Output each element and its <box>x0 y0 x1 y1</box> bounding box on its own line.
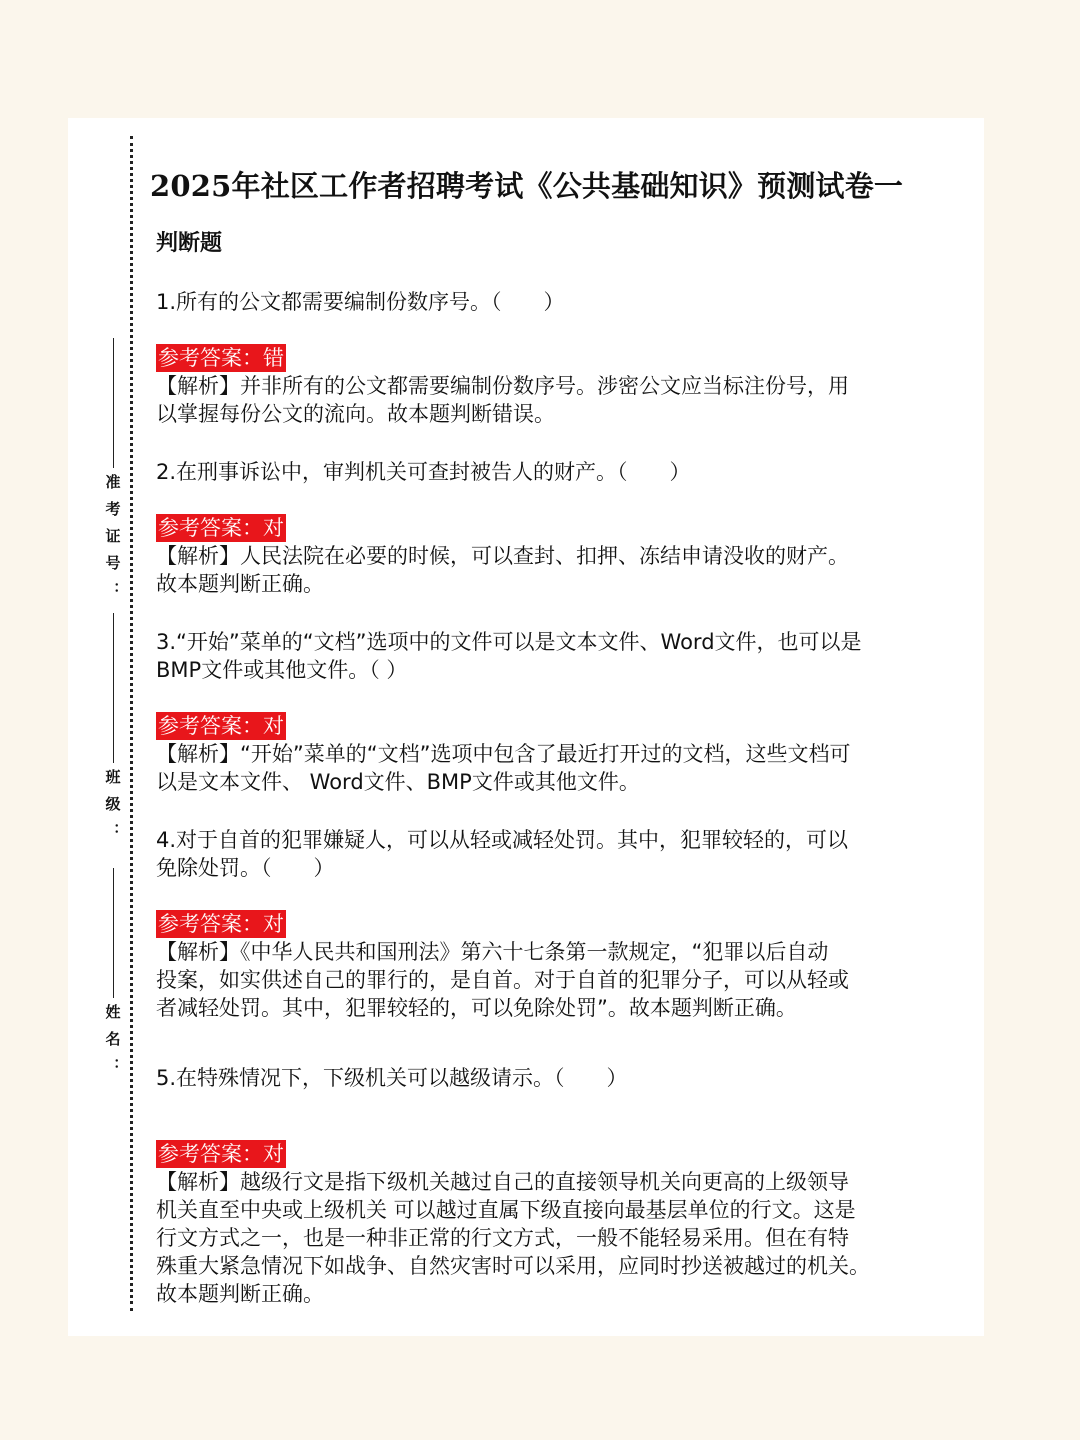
exam-id-underline <box>113 338 114 468</box>
name-label: 姓名： <box>103 1004 122 1085</box>
question-block-2 <box>156 458 956 598</box>
analysis-text: 【解析】越级行文是指下级机关越过自己的直接领导机关向更高的上级领导 机关直至中央或上级机关 可以越过直属下级直接向最基层单位的行文。这是 行文方式之一，也是一种非正常的行文方式，一般不能轻易采用。但在有特 殊重大紧急情况下如战争、自然灾害时可以采用，应同时抄送被越过的机关。 故本题判断正确。 <box>156 1170 870 1306</box>
question-text: 1.所有的公文都需要编制份数序号。（ ） <box>156 290 565 314</box>
question-text: 4.对于自首的犯罪嫌疑人，可以从轻或减轻处罚。其中，犯罪较轻的，可以 免除处罚。（ ） <box>156 828 849 880</box>
name-field <box>96 868 130 1085</box>
answer-badge: 参考答案：对 <box>158 912 284 936</box>
question-text: 3.“开始”菜单的“文档”选项中的文件可以是文本文件、Word文件，也可以是 BMP文件或其他文件。（ ） <box>156 630 862 682</box>
name-underline <box>113 868 114 998</box>
answer-badge: 参考答案：对 <box>158 714 284 738</box>
question-block-3 <box>156 628 956 796</box>
analysis-text: 【解析】《中华人民共和国刑法》第六十七条第一款规定，“犯罪以后自动 投案，如实供述自己的罪行的，是自首。对于自首的犯罪分子，可以从轻或 者减轻处罚。其中，犯罪较轻的，可以免除处罚”。故本题判断正确。 <box>156 940 849 1020</box>
exam-id-field <box>96 338 130 609</box>
binding-dotted-line <box>130 136 133 1311</box>
answer-badge: 参考答案：错 <box>158 346 284 370</box>
analysis-text: 【解析】“开始”菜单的“文档”选项中包含了最近打开过的文档，这些文档可 以是文本文件、 Word文件、BMP文件或其他文件。 <box>156 742 851 794</box>
question-text: 5.在特殊情况下，下级机关可以越级请示。（ ） <box>156 1066 628 1090</box>
exam-paper <box>68 118 984 1336</box>
question-block-4 <box>156 826 956 1022</box>
analysis-text: 【解析】人民法院在必要的时候，可以查封、扣押、冻结申请没收的财产。 故本题判断正确。 <box>156 544 849 596</box>
answer-badge: 参考答案：对 <box>158 516 284 540</box>
class-field <box>96 613 130 850</box>
question-text: 2.在刑事诉讼中，审判机关可查封被告人的财产。（ ） <box>156 460 691 484</box>
page-title: 2025年社区工作者招聘考试《公共基础知识》预测试卷一 <box>150 169 904 203</box>
class-underline <box>113 613 114 763</box>
question-block-1 <box>156 288 956 428</box>
class-label: 班级： <box>103 769 122 850</box>
section-heading: 判断题 <box>156 231 223 256</box>
question-block-5 <box>156 1064 956 1308</box>
exam-id-label: 准考证号： <box>103 474 122 609</box>
analysis-text: 【解析】并非所有的公文都需要编制份数序号。涉密公文应当标注份号，用 以掌握每份公文的流向。故本题判断错误。 <box>156 374 849 426</box>
answer-badge: 参考答案：对 <box>158 1142 284 1166</box>
